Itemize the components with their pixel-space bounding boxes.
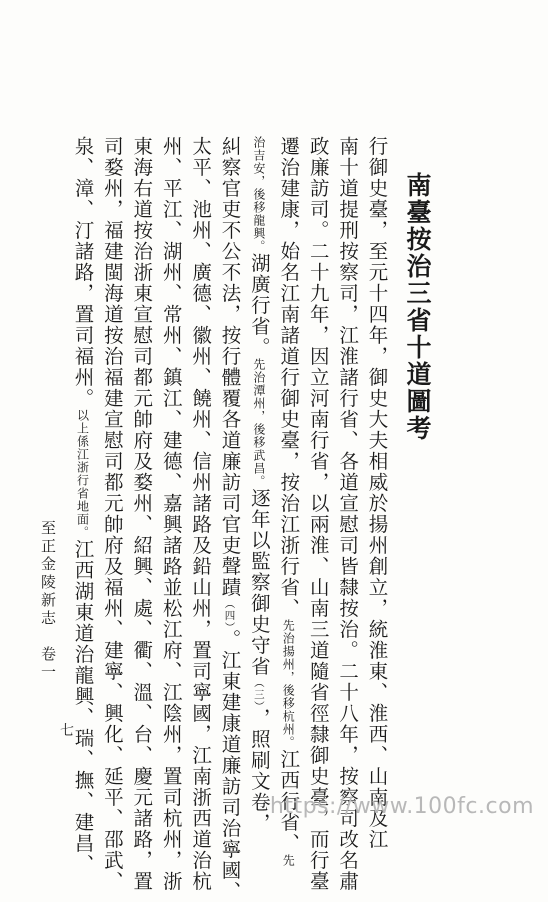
text-column: [279, 136, 299, 867]
text-column: [308, 136, 328, 892]
text-segment: 遷治建康，始名江南諸道行御史臺，按治江浙行省、: [277, 136, 301, 619]
page-number: 七: [60, 723, 74, 739]
text-segment: 東海右道按治浙東宣慰司都元帥府及婺州、紹興、處、衢、溫、台、慶元諸路，置: [130, 136, 154, 892]
text-segment: 州、平江、湖州、常州、鎮江、建德、嘉興諸路並松江府、江陰州，置司杭州，浙: [159, 136, 183, 892]
text-segment: 糾察官吏不公不法，按行體覆各道廉訪司官吏聲蹟: [218, 136, 242, 598]
text-segment: 江西行省、: [277, 749, 301, 854]
text-segment: 逐年以監察御史守省: [247, 488, 271, 677]
inline-note: 先治潭州，後移武昌。: [251, 358, 266, 488]
inline-note: 治吉安，後移龍興。: [251, 136, 266, 253]
text-segment: 泉、漳、汀諸路，置司福州。: [71, 136, 95, 409]
text-column: [367, 136, 387, 850]
running-header: 至正金陵新志 卷一: [39, 520, 57, 682]
inline-note: 先: [281, 854, 296, 867]
text-segment: 。江東建康道廉訪司治寧國、: [218, 628, 242, 902]
text-segment: 司婺州，福建閩海道按治福建宣慰司都元帥府及福州、建寧、興化、延平、邵武、: [100, 136, 124, 892]
inline-note: 以上係江浙行省地面。: [75, 409, 90, 539]
text-segment: 太平、池州、廣德、徽州、饒州、信州諸路及鉛山州，置司寧國，江南浙西道治杭: [189, 136, 213, 892]
text-column: [220, 136, 240, 902]
note-marker: （三）: [252, 677, 265, 708]
inline-note: 先治揚州，後移杭州。: [281, 619, 296, 749]
text-segment: ，照刷文卷，: [247, 707, 271, 834]
text-column: [161, 136, 181, 892]
text-column: [73, 136, 93, 875]
text-column: [102, 136, 122, 892]
text-column: [132, 136, 152, 892]
page-title: 南臺按治三省十道圖考: [403, 172, 432, 442]
text-segment: 行御史臺，至元十四年，御史大夫相威於揚州創立，統淮東、淮西、山南及江: [365, 136, 389, 850]
text-segment: 南十道提刑按察司，江淮諸行省、各道宣慰司皆隸按治。二十八年，按察司改名肅: [336, 136, 360, 892]
text-column: [191, 136, 211, 892]
text-segment: 政廉訪司。二十九年，因立河南行省，以兩淮、山南三道隨省徑隸御史臺，而行臺: [306, 136, 330, 892]
note-marker: （四）: [223, 598, 236, 629]
watermark: https://www.100fc.com: [269, 794, 534, 819]
text-segment: 湖廣行省。: [247, 253, 271, 358]
text-column: [249, 136, 269, 834]
text-segment: 江西湖東道治龍興、瑞、撫、建昌、: [71, 539, 95, 875]
text-column: [338, 136, 358, 892]
